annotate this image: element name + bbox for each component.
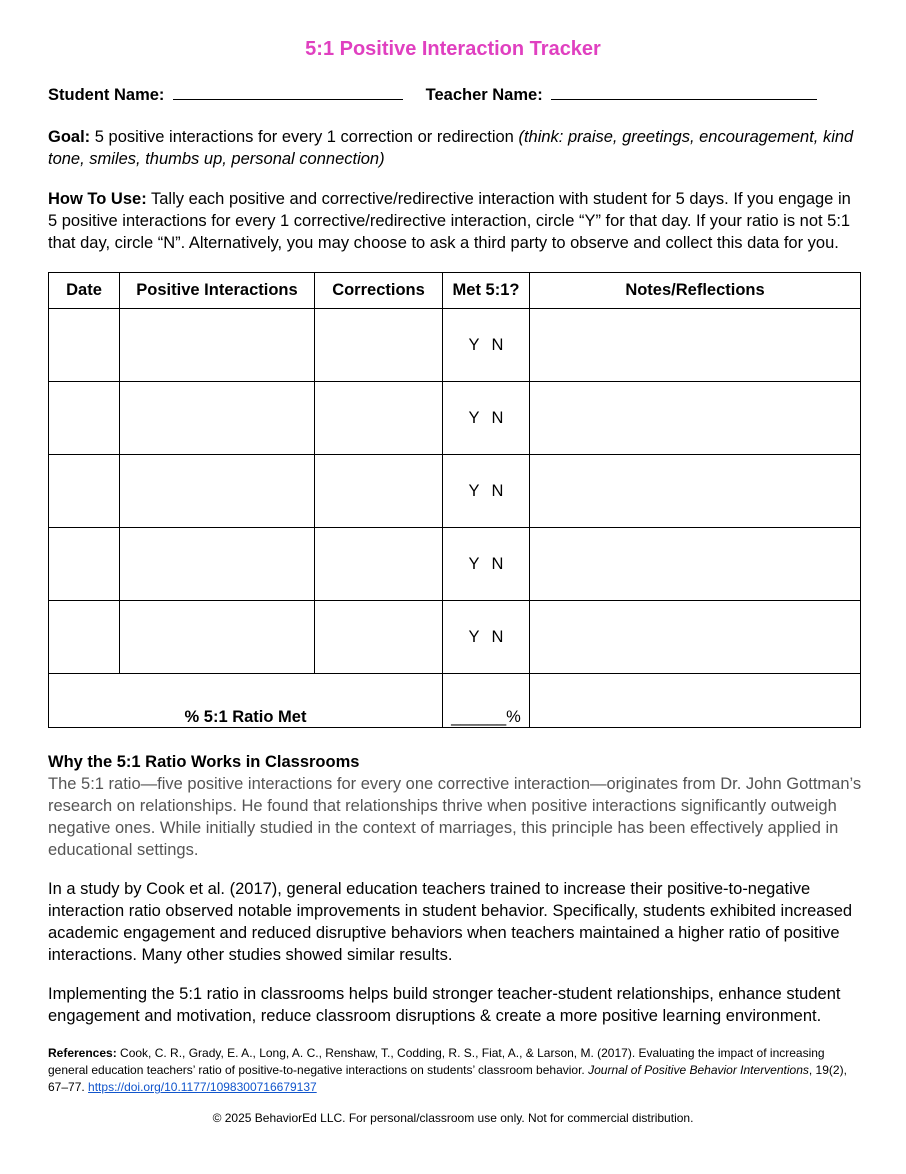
yes-option[interactable]: Y bbox=[468, 481, 480, 500]
name-fields bbox=[48, 83, 817, 105]
student-name-label: Student Name: bbox=[48, 86, 165, 104]
references-label: References: bbox=[48, 1046, 117, 1060]
why-heading: Why the 5:1 Ratio Works in Classrooms bbox=[48, 753, 360, 771]
table-row bbox=[49, 601, 861, 674]
met-cell bbox=[443, 601, 530, 674]
yes-option[interactable]: Y bbox=[468, 554, 480, 573]
date-cell[interactable] bbox=[49, 309, 120, 382]
table-row bbox=[49, 382, 861, 455]
doi-link[interactable]: https://doi.org/10.1177/1098300716679137 bbox=[88, 1080, 317, 1094]
summary-notes-cell[interactable] bbox=[530, 674, 861, 728]
header-met: Met 5:1? bbox=[443, 273, 530, 309]
table-row bbox=[49, 528, 861, 601]
why-paragraph-1: The 5:1 ratio—five positive interactions for every one corrective interaction—originates from Dr. John Gottman’s research on relationships. He found that relationships thrive when positive interactions significantly outweigh negative ones. While initially studied in the context of marriages, this principle has been effectively applied in educational settings. bbox=[48, 775, 862, 859]
ratio-met-value[interactable]: ______% bbox=[443, 674, 530, 728]
tracker-table bbox=[48, 272, 861, 728]
goal-examples: (think: praise, greetings, encouragement, kind tone, smiles, thumbs up, personal connection) bbox=[48, 128, 854, 168]
yes-option[interactable]: Y bbox=[468, 408, 480, 427]
no-option[interactable]: N bbox=[491, 627, 504, 646]
date-cell[interactable] bbox=[49, 601, 120, 674]
copyright-notice: © 2025 BehaviorEd LLC. For personal/classroom use only. Not for commercial distribution. bbox=[212, 1111, 694, 1125]
corrections-cell[interactable] bbox=[315, 601, 443, 674]
corrections-cell[interactable] bbox=[315, 455, 443, 528]
positive-cell[interactable] bbox=[120, 309, 315, 382]
references bbox=[48, 1045, 863, 1096]
notes-cell[interactable] bbox=[530, 528, 861, 601]
no-option[interactable]: N bbox=[491, 335, 504, 354]
why-paragraph-2: In a study by Cook et al. (2017), general education teachers trained to increase their positive-to-negative interaction ratio observed notable improvements in student behavior. Specifically, students exhibited increased academic engagement and reduced disruptive behaviors when teachers maintained a higher ratio of positive interactions. Many other studies showed similar results. bbox=[48, 880, 853, 964]
positive-cell[interactable] bbox=[120, 528, 315, 601]
why-paragraph-3: Implementing the 5:1 ratio in classrooms helps build stronger teacher-student relationships, enhance student engagement and motivation, reduce classroom disruptions & create a more positive learning environment. bbox=[48, 985, 841, 1025]
corrections-cell[interactable] bbox=[315, 309, 443, 382]
corrections-cell[interactable] bbox=[315, 382, 443, 455]
goal-text: 5 positive interactions for every 1 correction or redirection bbox=[90, 128, 519, 146]
met-cell bbox=[443, 309, 530, 382]
goal-label: Goal: bbox=[48, 128, 91, 146]
header-corrections: Corrections bbox=[315, 273, 443, 309]
page-title: 5:1 Positive Interaction Tracker bbox=[305, 38, 601, 60]
notes-cell[interactable] bbox=[530, 309, 861, 382]
met-cell bbox=[443, 455, 530, 528]
teacher-name-line[interactable] bbox=[551, 83, 817, 100]
references-text: Cook, C. R., Grady, E. A., Long, A. C., Renshaw, T., Codding, R. S., Fiat, A., & Larson, M. (2017). Evaluating the impact of increasing general education teachers’ ratio of positive-to-negative interactions on students’ classroom behavior. bbox=[48, 1046, 825, 1077]
references-journal: Journal of Positive Behavior Interventions bbox=[588, 1063, 809, 1077]
no-option[interactable]: N bbox=[491, 554, 504, 573]
goal-paragraph bbox=[48, 126, 863, 170]
notes-cell[interactable] bbox=[530, 601, 861, 674]
met-cell bbox=[443, 528, 530, 601]
student-name-line[interactable] bbox=[173, 83, 403, 100]
met-cell bbox=[443, 382, 530, 455]
no-option[interactable]: N bbox=[491, 481, 504, 500]
notes-cell[interactable] bbox=[530, 455, 861, 528]
header-date: Date bbox=[49, 273, 120, 309]
date-cell[interactable] bbox=[49, 528, 120, 601]
yes-option[interactable]: Y bbox=[468, 627, 480, 646]
howto-label: How To Use: bbox=[48, 190, 147, 208]
positive-cell[interactable] bbox=[120, 382, 315, 455]
corrections-cell[interactable] bbox=[315, 528, 443, 601]
positive-cell[interactable] bbox=[120, 455, 315, 528]
date-cell[interactable] bbox=[49, 455, 120, 528]
table-row bbox=[49, 455, 861, 528]
references-tail: , 19(2), 67–77. bbox=[48, 1063, 847, 1094]
teacher-name-label: Teacher Name: bbox=[425, 86, 543, 104]
ratio-met-label: % 5:1 Ratio Met bbox=[49, 674, 443, 728]
table-row bbox=[49, 309, 861, 382]
positive-cell[interactable] bbox=[120, 601, 315, 674]
date-cell[interactable] bbox=[49, 382, 120, 455]
header-positive: Positive Interactions bbox=[120, 273, 315, 309]
header-row bbox=[49, 273, 861, 309]
summary-row bbox=[49, 674, 861, 728]
howto-paragraph bbox=[48, 188, 863, 254]
notes-cell[interactable] bbox=[530, 382, 861, 455]
no-option[interactable]: N bbox=[491, 408, 504, 427]
header-notes: Notes/Reflections bbox=[530, 273, 861, 309]
howto-text: Tally each positive and corrective/redirective interaction with student for 5 days. If you engage in 5 positive interactions for every 1 corrective/redirective interaction, circle “Y” for that day. If your ratio is not 5:1 that day, circle “N”. Alternatively, you may choose to ask a third party to observe and collect this data for you. bbox=[48, 190, 851, 252]
yes-option[interactable]: Y bbox=[468, 335, 480, 354]
